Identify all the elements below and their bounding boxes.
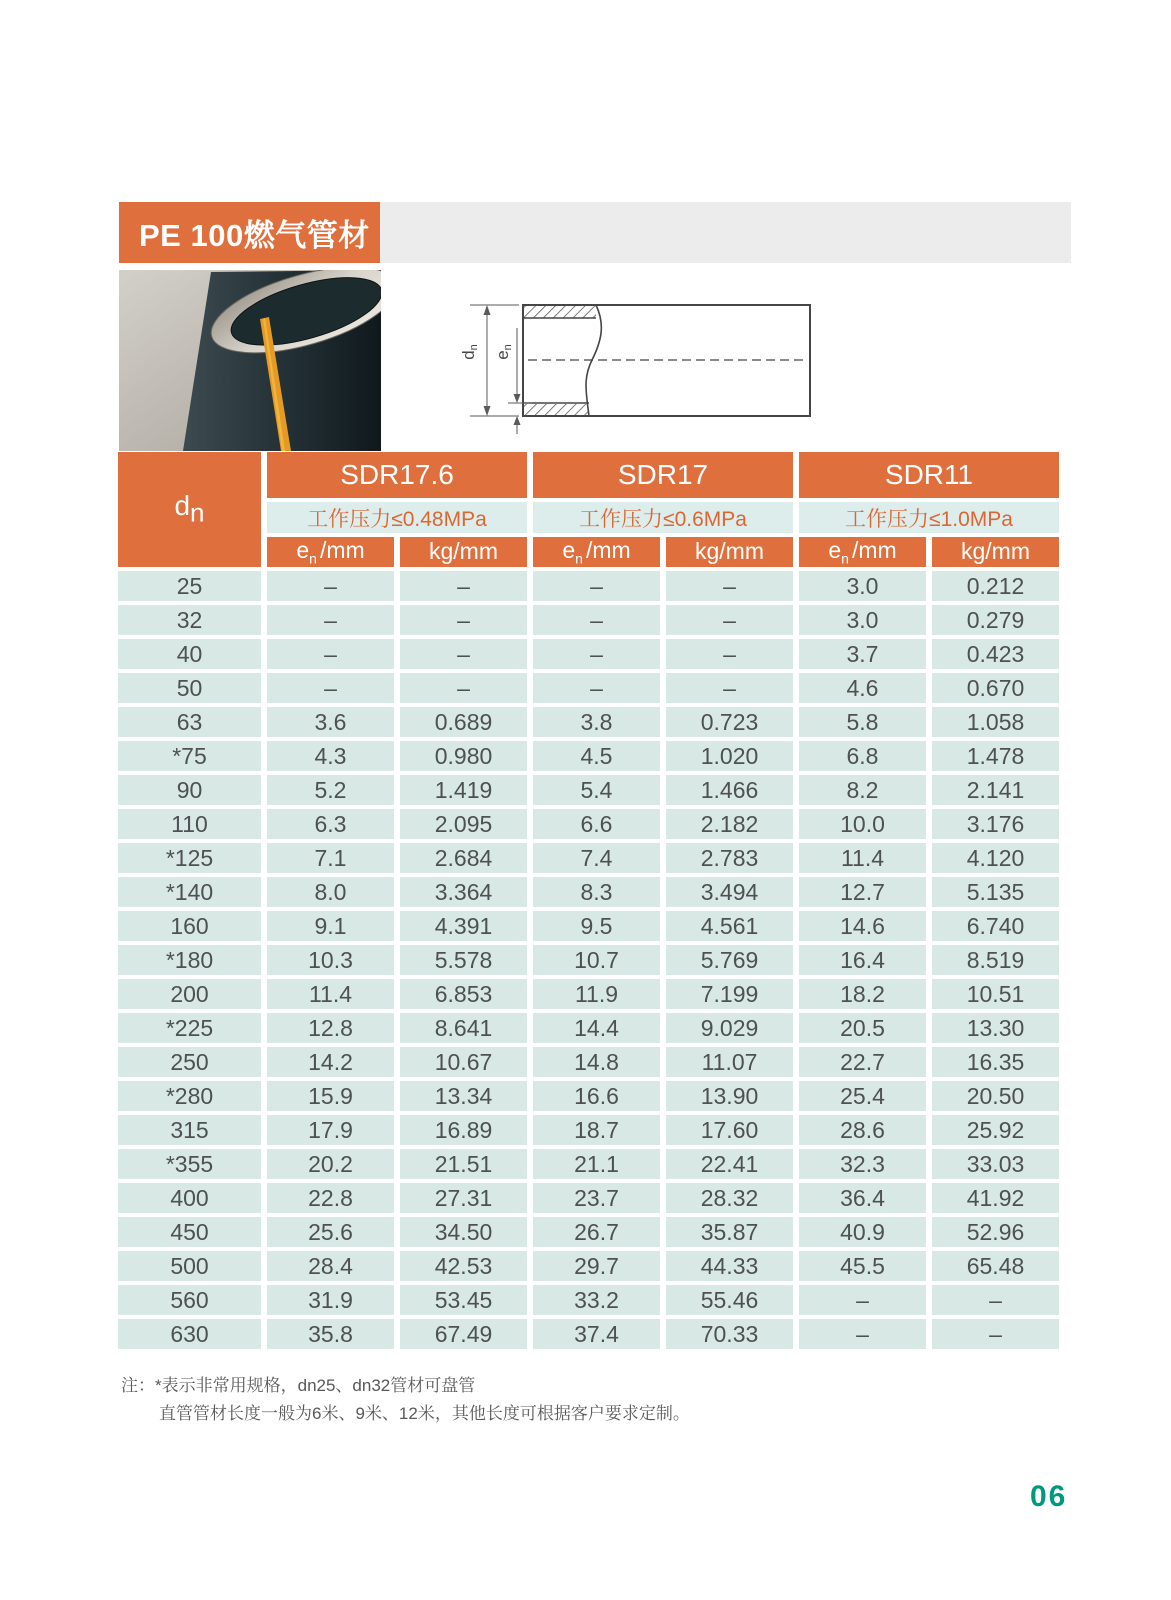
dn-cell: 560 xyxy=(118,1285,261,1315)
value-cell: 36.4 xyxy=(799,1183,926,1213)
value-cell: 26.7 xyxy=(533,1217,660,1247)
value-cell: – xyxy=(666,571,793,601)
value-cell: 12.7 xyxy=(799,877,926,907)
value-cell: 6.853 xyxy=(400,979,527,1009)
value-cell: 3.494 xyxy=(666,877,793,907)
value-cell: 53.45 xyxy=(400,1285,527,1315)
dn-cell: 500 xyxy=(118,1251,261,1281)
pipe-diagram xyxy=(440,282,830,440)
dn-cell: 50 xyxy=(118,673,261,703)
table-row xyxy=(118,1047,1059,1077)
value-cell: 28.6 xyxy=(799,1115,926,1145)
value-cell: – xyxy=(267,571,394,601)
value-cell: 2.783 xyxy=(666,843,793,873)
dn-cell: *180 xyxy=(118,945,261,975)
dn-cell: 400 xyxy=(118,1183,261,1213)
sdr176-header: SDR17.6 xyxy=(267,452,527,498)
value-cell: 8.519 xyxy=(932,945,1059,975)
value-cell: 27.31 xyxy=(400,1183,527,1213)
value-cell: 0.670 xyxy=(932,673,1059,703)
table-row xyxy=(118,809,1059,839)
value-cell: 35.8 xyxy=(267,1319,394,1349)
value-cell: 17.9 xyxy=(267,1115,394,1145)
value-cell: 16.35 xyxy=(932,1047,1059,1077)
dn-cell: 450 xyxy=(118,1217,261,1247)
value-cell: 25.6 xyxy=(267,1217,394,1247)
value-cell: 4.3 xyxy=(267,741,394,771)
value-cell: 20.50 xyxy=(932,1081,1059,1111)
value-cell: – xyxy=(267,639,394,669)
value-cell: 29.7 xyxy=(533,1251,660,1281)
pipe-photo xyxy=(119,270,381,451)
dn-cell: 90 xyxy=(118,775,261,805)
value-cell: 3.176 xyxy=(932,809,1059,839)
value-cell: 10.7 xyxy=(533,945,660,975)
value-cell: 9.5 xyxy=(533,911,660,941)
value-cell: 21.1 xyxy=(533,1149,660,1179)
value-cell: 35.87 xyxy=(666,1217,793,1247)
dn-cell: 160 xyxy=(118,911,261,941)
value-cell: 23.7 xyxy=(533,1183,660,1213)
footnote-line-2: 直管管材长度一般为6米、9米、12米，其他长度可根据客户要求定制。 xyxy=(159,1404,690,1424)
value-cell: 13.30 xyxy=(932,1013,1059,1043)
table-row xyxy=(118,707,1059,737)
dn-cell: *225 xyxy=(118,1013,261,1043)
sdr17-pressure: 工作压力≤0.6MPa xyxy=(533,502,793,533)
table-row xyxy=(118,1081,1059,1111)
value-cell: 5.769 xyxy=(666,945,793,975)
value-cell: 3.6 xyxy=(267,707,394,737)
value-cell: 8.3 xyxy=(533,877,660,907)
value-cell: 55.46 xyxy=(666,1285,793,1315)
table-row xyxy=(118,571,1059,601)
value-cell: 1.419 xyxy=(400,775,527,805)
dn-cell: *280 xyxy=(118,1081,261,1111)
value-cell: – xyxy=(533,673,660,703)
value-cell: 33.2 xyxy=(533,1285,660,1315)
value-cell: 15.9 xyxy=(267,1081,394,1111)
en-unit-header: $e_n$ /mm xyxy=(533,537,660,567)
value-cell: 11.4 xyxy=(799,843,926,873)
table-row xyxy=(118,741,1059,771)
value-cell: – xyxy=(932,1319,1059,1349)
value-cell: 0.279 xyxy=(932,605,1059,635)
value-cell: 1.478 xyxy=(932,741,1059,771)
value-cell: 0.723 xyxy=(666,707,793,737)
dn-cell: *140 xyxy=(118,877,261,907)
value-cell: 2.684 xyxy=(400,843,527,873)
value-cell: 20.5 xyxy=(799,1013,926,1043)
value-cell: 16.89 xyxy=(400,1115,527,1145)
value-cell: – xyxy=(400,673,527,703)
value-cell: 8.0 xyxy=(267,877,394,907)
dn-cell: 40 xyxy=(118,639,261,669)
value-cell: 28.4 xyxy=(267,1251,394,1281)
value-cell: 6.8 xyxy=(799,741,926,771)
footnotes xyxy=(121,1372,690,1428)
value-cell: 65.48 xyxy=(932,1251,1059,1281)
pipe-diagram-drawing xyxy=(440,282,830,440)
kg-unit-header: kg/mm xyxy=(932,537,1059,567)
title-banner xyxy=(119,202,1071,263)
page-number: 06 xyxy=(1030,1480,1068,1513)
value-cell: 3.364 xyxy=(400,877,527,907)
en-unit-header: $e_n$ /mm xyxy=(799,537,926,567)
value-cell: 41.92 xyxy=(932,1183,1059,1213)
table-row xyxy=(118,1217,1059,1247)
value-cell: 8.641 xyxy=(400,1013,527,1043)
table-row xyxy=(118,945,1059,975)
value-cell: 18.2 xyxy=(799,979,926,1009)
value-cell: 5.4 xyxy=(533,775,660,805)
footnote-line-1: 注：*表示非常用规格，dn25、dn32管材可盘管 xyxy=(121,1376,476,1395)
value-cell: 13.90 xyxy=(666,1081,793,1111)
value-cell: 12.8 xyxy=(267,1013,394,1043)
value-cell: 0.212 xyxy=(932,571,1059,601)
value-cell: 4.120 xyxy=(932,843,1059,873)
value-cell: 28.32 xyxy=(666,1183,793,1213)
value-cell: 6.740 xyxy=(932,911,1059,941)
value-cell: 7.1 xyxy=(267,843,394,873)
sdr-header-row xyxy=(118,452,1059,498)
value-cell: 11.07 xyxy=(666,1047,793,1077)
sdr11-pressure: 工作压力≤1.0MPa xyxy=(799,502,1059,533)
value-cell: 17.60 xyxy=(666,1115,793,1145)
value-cell: 16.6 xyxy=(533,1081,660,1111)
table-row xyxy=(118,843,1059,873)
dn-cell: 250 xyxy=(118,1047,261,1077)
en-dimension-label: en xyxy=(493,344,514,360)
value-cell: 10.51 xyxy=(932,979,1059,1009)
value-cell: 33.03 xyxy=(932,1149,1059,1179)
sdr176-pressure: 工作压力≤0.48MPa xyxy=(267,502,527,533)
value-cell: 7.199 xyxy=(666,979,793,1009)
value-cell: 14.2 xyxy=(267,1047,394,1077)
table-row xyxy=(118,1149,1059,1179)
value-cell: – xyxy=(533,639,660,669)
table-row xyxy=(118,1013,1059,1043)
table-row xyxy=(118,1285,1059,1315)
value-cell: 2.141 xyxy=(932,775,1059,805)
value-cell: – xyxy=(400,571,527,601)
value-cell: 3.0 xyxy=(799,571,926,601)
value-cell: 6.6 xyxy=(533,809,660,839)
value-cell: – xyxy=(533,571,660,601)
dn-cell: 315 xyxy=(118,1115,261,1145)
value-cell: 2.182 xyxy=(666,809,793,839)
value-cell: 10.67 xyxy=(400,1047,527,1077)
table-row xyxy=(118,1115,1059,1145)
value-cell: 67.49 xyxy=(400,1319,527,1349)
value-cell: – xyxy=(666,673,793,703)
value-cell: 1.058 xyxy=(932,707,1059,737)
dn-dimension-label: dn xyxy=(459,344,480,360)
value-cell: 11.9 xyxy=(533,979,660,1009)
value-cell: 42.53 xyxy=(400,1251,527,1281)
dn-cell: 32 xyxy=(118,605,261,635)
dn-cell: 110 xyxy=(118,809,261,839)
dn-cell: 200 xyxy=(118,979,261,1009)
value-cell: 22.8 xyxy=(267,1183,394,1213)
value-cell: 5.578 xyxy=(400,945,527,975)
value-cell: 4.6 xyxy=(799,673,926,703)
table-row xyxy=(118,1183,1059,1213)
value-cell: 13.34 xyxy=(400,1081,527,1111)
table-body xyxy=(118,571,1059,1349)
spec-table xyxy=(112,448,1065,1353)
value-cell: 0.689 xyxy=(400,707,527,737)
value-cell: 3.8 xyxy=(533,707,660,737)
value-cell: 37.4 xyxy=(533,1319,660,1349)
value-cell: 7.4 xyxy=(533,843,660,873)
value-cell: 9.029 xyxy=(666,1013,793,1043)
value-cell: – xyxy=(267,605,394,635)
value-cell: 25.92 xyxy=(932,1115,1059,1145)
value-cell: – xyxy=(400,639,527,669)
value-cell: 1.466 xyxy=(666,775,793,805)
value-cell: 22.41 xyxy=(666,1149,793,1179)
kg-unit-header: kg/mm xyxy=(666,537,793,567)
kg-unit-header: kg/mm xyxy=(400,537,527,567)
value-cell: – xyxy=(267,673,394,703)
value-cell: 45.5 xyxy=(799,1251,926,1281)
value-cell: 70.33 xyxy=(666,1319,793,1349)
value-cell: 5.2 xyxy=(267,775,394,805)
value-cell: 3.7 xyxy=(799,639,926,669)
dn-cell: 63 xyxy=(118,707,261,737)
table-row xyxy=(118,1319,1059,1349)
value-cell: 10.0 xyxy=(799,809,926,839)
dn-cell: *75 xyxy=(118,741,261,771)
value-cell: 21.51 xyxy=(400,1149,527,1179)
value-cell: 4.391 xyxy=(400,911,527,941)
pipe-photo-image xyxy=(119,270,381,451)
value-cell: – xyxy=(666,605,793,635)
value-cell: 9.1 xyxy=(267,911,394,941)
value-cell: 22.7 xyxy=(799,1047,926,1077)
dn-cell: *125 xyxy=(118,843,261,873)
value-cell: 18.7 xyxy=(533,1115,660,1145)
table-row xyxy=(118,605,1059,635)
value-cell: 0.423 xyxy=(932,639,1059,669)
value-cell: 1.020 xyxy=(666,741,793,771)
value-cell: 44.33 xyxy=(666,1251,793,1281)
sdr17-header: SDR17 xyxy=(533,452,793,498)
value-cell: 0.980 xyxy=(400,741,527,771)
value-cell: – xyxy=(533,605,660,635)
page-title-text: PE 100燃气管材 xyxy=(139,218,370,253)
value-cell: 32.3 xyxy=(799,1149,926,1179)
value-cell: 52.96 xyxy=(932,1217,1059,1247)
value-cell: 31.9 xyxy=(267,1285,394,1315)
value-cell: 14.4 xyxy=(533,1013,660,1043)
table-row xyxy=(118,639,1059,669)
value-cell: 10.3 xyxy=(267,945,394,975)
value-cell: 5.135 xyxy=(932,877,1059,907)
value-cell: 4.561 xyxy=(666,911,793,941)
value-cell: 11.4 xyxy=(267,979,394,1009)
value-cell: – xyxy=(799,1285,926,1315)
table-row xyxy=(118,979,1059,1009)
value-cell: 40.9 xyxy=(799,1217,926,1247)
en-unit-header: $e_n$ /mm xyxy=(267,537,394,567)
table-row xyxy=(118,673,1059,703)
table-row xyxy=(118,1251,1059,1281)
value-cell: 25.4 xyxy=(799,1081,926,1111)
value-cell: 14.6 xyxy=(799,911,926,941)
value-cell: – xyxy=(400,605,527,635)
value-cell: 5.8 xyxy=(799,707,926,737)
table-row xyxy=(118,877,1059,907)
value-cell: 16.4 xyxy=(799,945,926,975)
dn-cell: 630 xyxy=(118,1319,261,1349)
value-cell: 4.5 xyxy=(533,741,660,771)
value-cell: – xyxy=(932,1285,1059,1315)
dn-cell: 25 xyxy=(118,571,261,601)
value-cell: – xyxy=(799,1319,926,1349)
value-cell: 3.0 xyxy=(799,605,926,635)
table-row xyxy=(118,911,1059,941)
dn-cell: *355 xyxy=(118,1149,261,1179)
value-cell: 14.8 xyxy=(533,1047,660,1077)
value-cell: 2.095 xyxy=(400,809,527,839)
value-cell: 8.2 xyxy=(799,775,926,805)
value-cell: 34.50 xyxy=(400,1217,527,1247)
value-cell: 6.3 xyxy=(267,809,394,839)
value-cell: – xyxy=(666,639,793,669)
value-cell: 20.2 xyxy=(267,1149,394,1179)
dn-column-header: $d_n$ xyxy=(118,452,261,567)
page-title xyxy=(119,202,380,263)
sdr11-header: SDR11 xyxy=(799,452,1059,498)
table-row xyxy=(118,775,1059,805)
